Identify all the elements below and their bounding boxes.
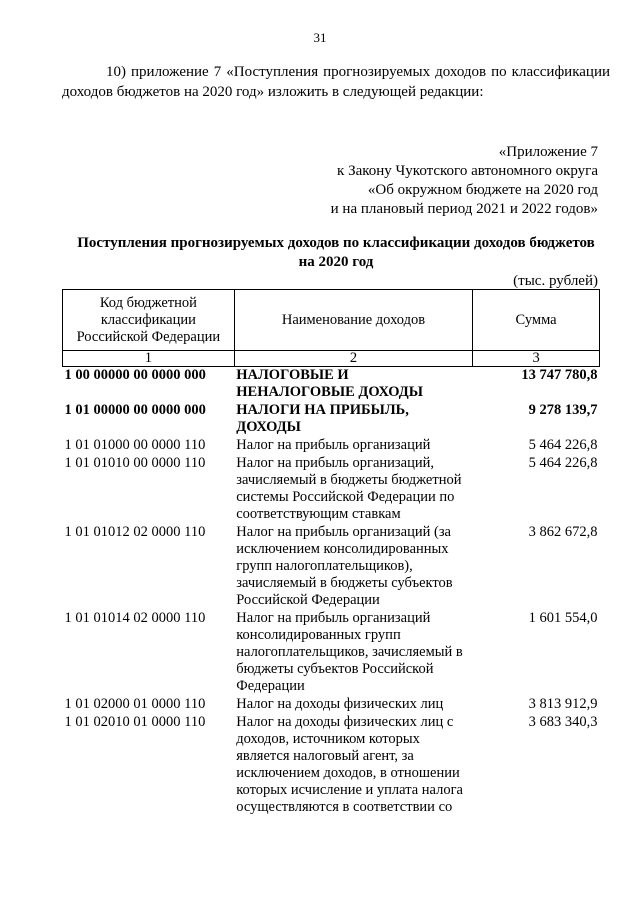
header-code: Код бюджетной классификации Российской Федерации	[63, 290, 235, 351]
row-sum: 9 278 139,7	[528, 402, 598, 418]
row-code: 1 01 02010 01 0000 110	[64, 714, 206, 730]
row-sum: 1 601 554,0	[528, 610, 598, 626]
row-sum: 3 813 912,9	[528, 696, 598, 712]
row-name: Налог на прибыль организаций консолидированных групп налогоплательщиков, зачисляемый в бюджеты субъектов Российской Федерации	[236, 610, 463, 694]
row-name: Налог на прибыль организаций (за исключением консолидированных групп налогоплательщиков), зачисляемый в бюджеты субъектов Российской Федерации	[236, 524, 453, 608]
table-row	[63, 524, 600, 610]
row-code: 1 01 01010 00 0000 110	[64, 455, 206, 471]
column-number: 1	[63, 351, 235, 367]
appendix-ref-line: к Закону Чукотского автономного округа	[337, 163, 598, 179]
amendment-intro: 10) приложение 7 «Поступления прогнозируемых доходов по классификации доходов бюджетов на 2020 год» изложить в следующей редакции:	[62, 64, 610, 100]
table-row	[63, 437, 600, 455]
row-name: Налог на доходы физических лиц	[236, 696, 444, 712]
row-sum: 5 464 226,8	[528, 437, 598, 453]
column-number: 2	[234, 351, 472, 367]
revenue-table	[62, 289, 600, 817]
table-row	[63, 610, 600, 696]
row-code: 1 01 02000 01 0000 110	[64, 696, 206, 712]
row-code: 1 01 00000 00 0000 000	[64, 402, 206, 418]
row-name: НАЛОГОВЫЕ И НЕНАЛОГОВЫЕ ДОХОДЫ	[236, 367, 424, 400]
row-name: Налог на прибыль организаций, зачисляемый в бюджеты бюджетной системы Российской Федерации по соответствующим ставкам	[236, 455, 462, 522]
appendix-reference	[238, 143, 598, 219]
page-number: 31	[313, 30, 327, 45]
header-sum: Сумма	[473, 290, 600, 351]
document-title	[62, 234, 610, 272]
appendix-ref-line: «Об окружном бюджете на 2020 год	[367, 182, 598, 198]
row-name: Налог на доходы физических лиц с доходов, источником которых является налоговый агент, за исключением доходов, в отношении которых исчисление и уплата налога осуществляются в соответствии со	[236, 714, 463, 815]
row-code: 1 01 01014 02 0000 110	[64, 610, 206, 626]
row-name: НАЛОГИ НА ПРИБЫЛЬ, ДОХОДЫ	[236, 402, 409, 435]
table-row	[63, 455, 600, 524]
column-number: 3	[473, 351, 600, 367]
header-name: Наименование доходов	[234, 290, 472, 351]
row-code: 1 01 01012 02 0000 110	[64, 524, 206, 540]
row-code: 1 01 01000 00 0000 110	[64, 437, 206, 453]
row-sum: 5 464 226,8	[528, 455, 598, 471]
units-label: (тыс. рублей)	[513, 273, 598, 289]
row-sum: 3 683 340,3	[528, 714, 598, 730]
table-row	[63, 696, 600, 714]
row-sum: 3 862 672,8	[528, 524, 598, 540]
table-row	[63, 367, 600, 403]
row-code: 1 00 00000 00 0000 000	[64, 367, 206, 383]
row-name: Налог на прибыль организаций	[236, 437, 431, 453]
appendix-ref-line: и на плановый период 2021 и 2022 годов»	[330, 201, 598, 217]
title-line: на 2020 год	[298, 254, 374, 270]
table-row	[63, 402, 600, 437]
row-sum: 13 747 780,8	[521, 367, 598, 383]
table-row	[63, 714, 600, 817]
appendix-ref-line: «Приложение 7	[498, 144, 598, 160]
title-line: Поступления прогнозируемых доходов по классификации доходов бюджетов	[77, 235, 595, 251]
